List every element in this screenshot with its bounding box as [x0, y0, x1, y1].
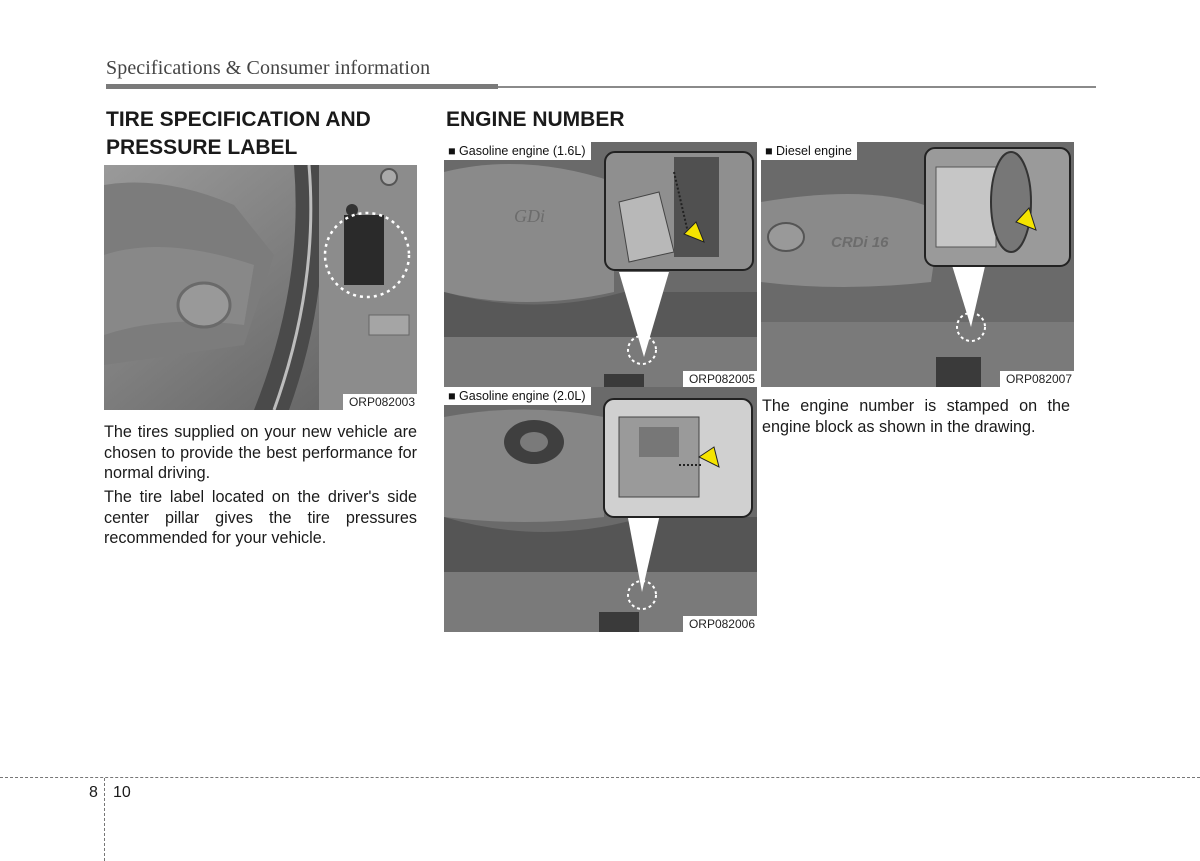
tire-paragraph-1: The tires supplied on your new vehicle are chosen to provide the best performance for normal driving. — [104, 423, 417, 482]
engine-figure-diesel — [761, 142, 1074, 387]
engine-16-figure-code: ORP082005 — [683, 371, 757, 387]
engine-20-caption: ■ Gasoline engine (2.0L) — [444, 387, 591, 405]
running-header-title: Specifications & Consumer information — [106, 57, 431, 79]
engine-20-illustration — [444, 387, 757, 632]
footer-divider — [104, 778, 105, 861]
crdi-badge: CRDi 16 — [831, 234, 889, 251]
tire-section-heading: TIRE SPECIFICATION AND PRESSURE LABEL — [106, 108, 371, 159]
engine-section-heading: ENGINE NUMBER — [446, 108, 625, 131]
engine-figure-gasoline-16 — [444, 142, 757, 387]
engine-16-caption: ■ Gasoline engine (1.6L) — [444, 142, 591, 160]
engine-diesel-caption: ■ Diesel engine — [761, 142, 857, 160]
tire-paragraph-2: The tire label located on the driver's side center pillar gives the tire pressures recommended for your vehicle. — [104, 488, 417, 547]
engine-16-illustration — [444, 142, 757, 387]
engine-paragraph: The engine number is stamped on the engine block as shown in the drawing. — [762, 397, 1070, 436]
tire-label-figure — [104, 165, 417, 410]
engine-figure-gasoline-20 — [444, 387, 757, 632]
chapter-number: 8 — [89, 784, 98, 801]
tire-label-illustration — [104, 165, 417, 410]
engine-diesel-figure-code: ORP082007 — [1000, 371, 1074, 387]
header-rule-accent — [106, 84, 498, 89]
footer-rule — [0, 777, 1200, 778]
engine-diesel-illustration — [761, 142, 1074, 387]
engine-20-figure-code: ORP082006 — [683, 616, 757, 632]
gdi-badge: GDi — [514, 206, 545, 226]
tire-figure-code: ORP082003 — [343, 394, 417, 410]
page-number: 10 — [113, 784, 131, 801]
